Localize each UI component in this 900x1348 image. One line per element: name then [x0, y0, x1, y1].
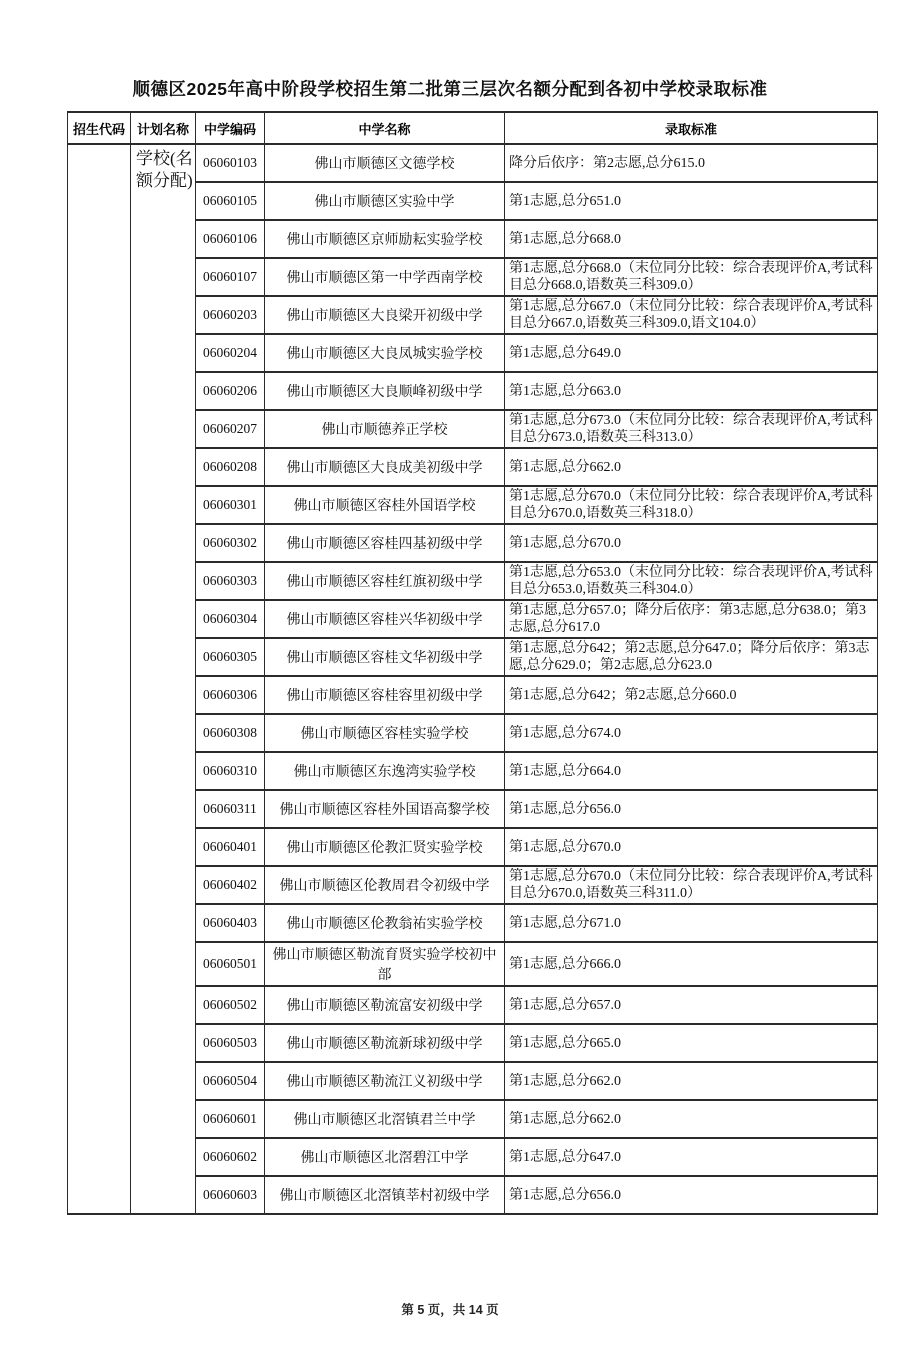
school-name-cell: 佛山市顺德区京师励耘实验学校 [265, 220, 505, 258]
page-number-footer: 第 5 页，共 14 页 [401, 1303, 499, 1317]
school-name-cell: 佛山市顺德区勒流富安初级中学 [265, 986, 505, 1024]
plan-name-cell: 学校(名额分配) [131, 144, 196, 1214]
school-name-cell: 佛山市顺德区北滘镇君兰中学 [265, 1100, 505, 1138]
school-name-cell: 佛山市顺德区北滘碧江中学 [265, 1138, 505, 1176]
school-name-cell: 佛山市顺德区容桂外国语高黎学校 [265, 790, 505, 828]
admission-standard-cell: 第1志愿,总分656.0 [505, 790, 878, 828]
school-name-cell: 佛山市顺德区伦教周君令初级中学 [265, 866, 505, 904]
school-name-cell: 佛山市顺德区北滘镇莘村初级中学 [265, 1176, 505, 1214]
admission-standard-cell: 第1志愿,总分647.0 [505, 1138, 878, 1176]
school-name-cell: 佛山市顺德区容桂兴华初级中学 [265, 600, 505, 638]
admission-code-cell [68, 144, 131, 1214]
school-name-cell: 佛山市顺德养正学校 [265, 410, 505, 448]
school-code-cell: 06060501 [196, 942, 265, 986]
school-code-cell: 06060105 [196, 182, 265, 220]
school-code-cell: 06060305 [196, 638, 265, 676]
header-row [68, 112, 878, 144]
table-row [68, 144, 878, 182]
school-name-cell: 佛山市顺德区容桂四基初级中学 [265, 524, 505, 562]
admission-standard-cell: 第1志愿,总分668.0（末位同分比较：综合表现评价A,考试科目总分668.0,语数英三科309.0） [505, 258, 878, 296]
admission-standard-cell: 第1志愿,总分662.0 [505, 1100, 878, 1138]
school-code-cell: 06060208 [196, 448, 265, 486]
table-body [68, 144, 878, 1214]
school-code-cell: 06060303 [196, 562, 265, 600]
school-code-cell: 06060301 [196, 486, 265, 524]
admission-standard-cell: 第1志愿,总分657.0 [505, 986, 878, 1024]
school-code-cell: 06060107 [196, 258, 265, 296]
school-name-cell: 佛山市顺德区勒流育贤实验学校初中部 [265, 942, 505, 986]
school-name-cell: 佛山市顺德区东逸湾实验学校 [265, 752, 505, 790]
school-code-cell: 06060206 [196, 372, 265, 410]
school-code-cell: 06060207 [196, 410, 265, 448]
school-code-cell: 06060503 [196, 1024, 265, 1062]
school-code-cell: 06060403 [196, 904, 265, 942]
header-school-name: 中学名称 [265, 112, 505, 144]
admission-standard-cell: 第1志愿,总分670.0 [505, 524, 878, 562]
admission-standard-cell: 第1志愿,总分674.0 [505, 714, 878, 752]
school-name-cell: 佛山市顺德区容桂外国语学校 [265, 486, 505, 524]
school-code-cell: 06060402 [196, 866, 265, 904]
school-code-cell: 06060103 [196, 144, 265, 182]
school-name-cell: 佛山市顺德区容桂文华初级中学 [265, 638, 505, 676]
school-code-cell: 06060308 [196, 714, 265, 752]
school-code-cell: 06060304 [196, 600, 265, 638]
school-name-cell: 佛山市顺德区文德学校 [265, 144, 505, 182]
school-name-cell: 佛山市顺德区第一中学西南学校 [265, 258, 505, 296]
school-name-cell: 佛山市顺德区实验中学 [265, 182, 505, 220]
school-code-cell: 06060602 [196, 1138, 265, 1176]
admission-standard-cell: 第1志愿,总分653.0（末位同分比较：综合表现评价A,考试科目总分653.0,语数英三科304.0） [505, 562, 878, 600]
school-code-cell: 06060601 [196, 1100, 265, 1138]
school-code-cell: 06060603 [196, 1176, 265, 1214]
admission-standard-cell: 第1志愿,总分670.0 [505, 828, 878, 866]
school-code-cell: 06060401 [196, 828, 265, 866]
school-code-cell: 06060311 [196, 790, 265, 828]
school-name-cell: 佛山市顺德区大良顺峰初级中学 [265, 372, 505, 410]
admission-standard-cell: 第1志愿,总分662.0 [505, 1062, 878, 1100]
school-name-cell: 佛山市顺德区容桂容里初级中学 [265, 676, 505, 714]
school-code-cell: 06060204 [196, 334, 265, 372]
school-name-cell: 佛山市顺德区大良凤城实验学校 [265, 334, 505, 372]
school-code-cell: 06060203 [196, 296, 265, 334]
admission-standard-cell: 降分后依序：第2志愿,总分615.0 [505, 144, 878, 182]
school-code-cell: 06060302 [196, 524, 265, 562]
admission-standard-cell: 第1志愿,总分670.0（末位同分比较：综合表现评价A,考试科目总分670.0,语数英三科311.0） [505, 866, 878, 904]
admission-standard-cell: 第1志愿,总分665.0 [505, 1024, 878, 1062]
header-admission-code: 招生代码 [68, 112, 131, 144]
admission-standard-cell: 第1志愿,总分671.0 [505, 904, 878, 942]
header-plan-name: 计划名称 [131, 112, 196, 144]
admission-standards-table [67, 111, 878, 1215]
school-name-cell: 佛山市顺德区伦教翁祐实验学校 [265, 904, 505, 942]
admission-standard-cell: 第1志愿,总分668.0 [505, 220, 878, 258]
admission-standard-cell: 第1志愿,总分667.0（末位同分比较：综合表现评价A,考试科目总分667.0,语数英三科309.0,语文104.0） [505, 296, 878, 334]
school-name-cell: 佛山市顺德区大良梁开初级中学 [265, 296, 505, 334]
table-header [68, 112, 878, 144]
school-name-cell: 佛山市顺德区容桂红旗初级中学 [265, 562, 505, 600]
school-code-cell: 06060504 [196, 1062, 265, 1100]
admission-standard-cell: 第1志愿,总分649.0 [505, 334, 878, 372]
school-name-cell: 佛山市顺德区勒流江义初级中学 [265, 1062, 505, 1100]
school-code-cell: 06060310 [196, 752, 265, 790]
header-admission-standard: 录取标准 [505, 112, 878, 144]
school-code-cell: 06060306 [196, 676, 265, 714]
admission-standard-cell: 第1志愿,总分657.0；降分后依序：第3志愿,总分638.0；第3志愿,总分617.0 [505, 600, 878, 638]
admission-standard-cell: 第1志愿,总分662.0 [505, 448, 878, 486]
school-name-cell: 佛山市顺德区大良成美初级中学 [265, 448, 505, 486]
admission-standard-cell: 第1志愿,总分663.0 [505, 372, 878, 410]
admission-standard-cell: 第1志愿,总分673.0（末位同分比较：综合表现评价A,考试科目总分673.0,语数英三科313.0） [505, 410, 878, 448]
school-name-cell: 佛山市顺德区容桂实验学校 [265, 714, 505, 752]
school-name-cell: 佛山市顺德区伦教汇贤实验学校 [265, 828, 505, 866]
school-code-cell: 06060502 [196, 986, 265, 1024]
admission-standard-cell: 第1志愿,总分666.0 [505, 942, 878, 986]
admission-standard-cell: 第1志愿,总分642；第2志愿,总分647.0；降分后依序：第3志愿,总分629.0；第2志愿,总分623.0 [505, 638, 878, 676]
header-school-code: 中学编码 [196, 112, 265, 144]
school-name-cell: 佛山市顺德区勒流新球初级中学 [265, 1024, 505, 1062]
admission-standard-cell: 第1志愿,总分642；第2志愿,总分660.0 [505, 676, 878, 714]
admission-standard-cell: 第1志愿,总分670.0（末位同分比较：综合表现评价A,考试科目总分670.0,语数英三科318.0） [505, 486, 878, 524]
page-title: 顺德区2025年高中阶段学校招生第二批第三层次名额分配到各初中学校录取标准 [132, 79, 768, 99]
school-code-cell: 06060106 [196, 220, 265, 258]
admission-standard-cell: 第1志愿,总分656.0 [505, 1176, 878, 1214]
admission-standard-cell: 第1志愿,总分664.0 [505, 752, 878, 790]
admission-standard-cell: 第1志愿,总分651.0 [505, 182, 878, 220]
